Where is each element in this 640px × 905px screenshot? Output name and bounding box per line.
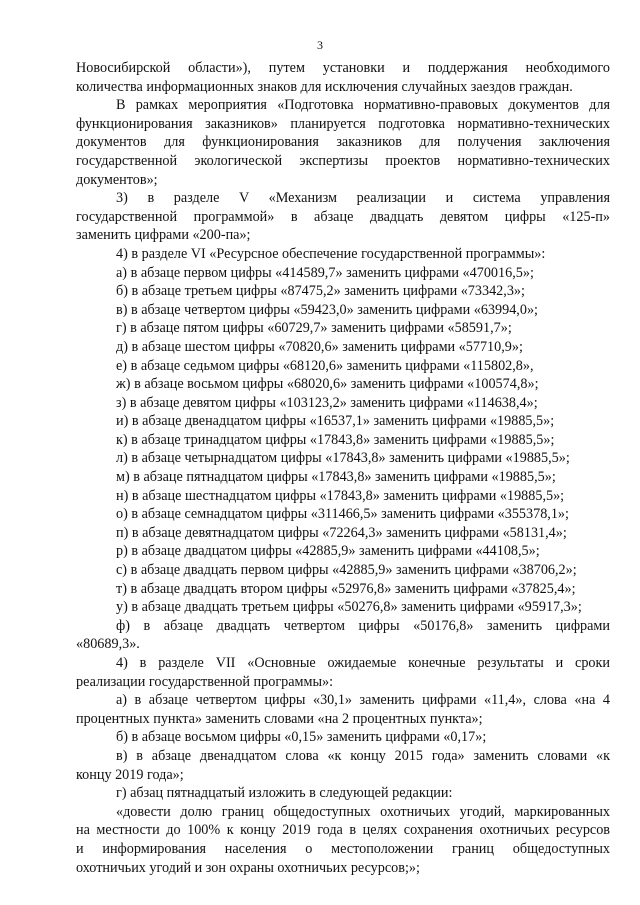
text-line: реализации государственной программы»: <box>76 673 334 690</box>
text-line: в) в абзаце четвертом цифры «59423,0» заменить цифрами «63994,0»; <box>116 301 538 318</box>
text-line: з) в абзаце девятом цифры «103123,2» заменить цифрами «114638,4»; <box>116 394 538 411</box>
text-line: охотничьих угодий и зон охраны охотничьих ресурсов;»; <box>76 859 420 876</box>
text-line: документов»; <box>76 171 158 188</box>
text-line: 3) в разделе V «Механизм реализации и система управления <box>116 190 610 207</box>
text-line: Новосибирской области»), путем установки и поддержания необходимого <box>76 60 610 76</box>
text-line: ж) в абзаце восьмом цифры «68020,6» заменить цифрами «100574,8»; <box>116 376 539 393</box>
text-line: г) абзац пятнадцатый изложить в следующей редакции: <box>116 785 453 802</box>
text-line: б) в абзаце восьмом цифры «0,15» заменить цифрами «0,17»; <box>116 729 487 746</box>
text-line: г) в абзаце пятом цифры «60729,7» заменить цифрами «58591,7»; <box>116 320 512 337</box>
text-line: «довести долю границ общедоступных охотничьих угодий, маркированных <box>116 803 610 820</box>
text-line: р) в абзаце двадцатом цифры «42885,9» заменить цифрами «44108,5»; <box>116 543 540 560</box>
text-line: е) в абзаце седьмом цифры «68120,6» заменить цифрами «115802,8», <box>116 357 534 374</box>
text-line: 4) в разделе VI «Ресурсное обеспечение государственной программы»: <box>116 245 546 262</box>
text-line: у) в абзаце двадцать третьем цифры «50276,8» заменить цифрами «95917,3»; <box>116 599 582 616</box>
text-line: государственной программой» в абзаце двадцать девятом цифры «125-п» <box>76 208 610 225</box>
text-line: ф) в абзаце двадцать четвертом цифры «50176,8» заменить цифрами <box>116 617 610 634</box>
text-line: В рамках мероприятия «Подготовка нормативно-правовых документов для <box>116 97 610 114</box>
document-body <box>76 59 610 877</box>
text-line: концу 2019 года»; <box>76 766 184 783</box>
text-line: заменить цифрами «200-па»; <box>76 227 251 244</box>
text-line: и) в абзаце двенадцатом цифры «16537,1» заменить цифрами «19885,5»; <box>116 413 555 430</box>
text-line: количества информационных знаков для исключения случайных заездов граждан. <box>76 78 573 95</box>
text-line: государственной экологической экспертизы проектов нормативно-технических <box>76 152 610 169</box>
page-number: 3 <box>317 38 323 52</box>
text-line: к) в абзаце тринадцатом цифры «17843,8» заменить цифрами «19885,5»; <box>116 431 555 448</box>
text-line: 4) в разделе VII «Основные ожидаемые конечные результаты и сроки <box>116 655 610 671</box>
text-line: п) в абзаце девятнадцатом цифры «72264,3» заменить цифрами «58131,4»; <box>116 524 567 541</box>
text-line: б) в абзаце третьем цифры «87475,2» заменить цифрами «73342,3»; <box>116 283 525 300</box>
text-line: с) в абзаце двадцать первом цифры «42885,9» заменить цифрами «38706,2»; <box>116 562 577 579</box>
text-line: н) в абзаце шестнадцатом цифры «17843,8» заменить цифрами «19885,5»; <box>116 487 565 504</box>
text-line: л) в абзаце четырнадцатом цифры «17843,8» заменить цифрами «19885,5»; <box>116 450 570 467</box>
text-line: и информирования населения о местоположении границ общедоступных <box>76 840 610 857</box>
text-line: в) в абзаце двенадцатом слова «к концу 2015 года» заменить словами «к <box>116 747 610 764</box>
text-line: документов для функционирования заказников для получения заключения <box>76 134 610 151</box>
text-line: процентных пункта» заменить словами «на 2 процентных пункта»; <box>76 710 483 727</box>
text-line: д) в абзаце шестом цифры «70820,6» заменить цифрами «57710,9»; <box>116 338 523 355</box>
text-line: а) в абзаце четвертом цифры «30,1» заменить цифрами «11,4», слова «на 4 <box>116 692 610 709</box>
text-line: о) в абзаце семнадцатом цифры «311466,5» заменить цифрами «355378,1»; <box>116 506 569 523</box>
text-line: т) в абзаце двадцать втором цифры «52976,8» заменить цифрами «37825,4»; <box>116 580 576 597</box>
text-line: на местности до 100% к концу 2019 года в целях сохранения охотничьих ресурсов <box>76 822 610 839</box>
text-line: м) в абзаце пятнадцатом цифры «17843,8» заменить цифрами «19885,5»; <box>116 469 556 486</box>
text-line: «80689,3». <box>76 636 140 653</box>
text-line: а) в абзаце первом цифры «414589,7» заменить цифрами «470016,5»; <box>116 264 534 281</box>
text-line: функционирования заказников» планируется подготовка нормативно-технических <box>76 115 610 132</box>
